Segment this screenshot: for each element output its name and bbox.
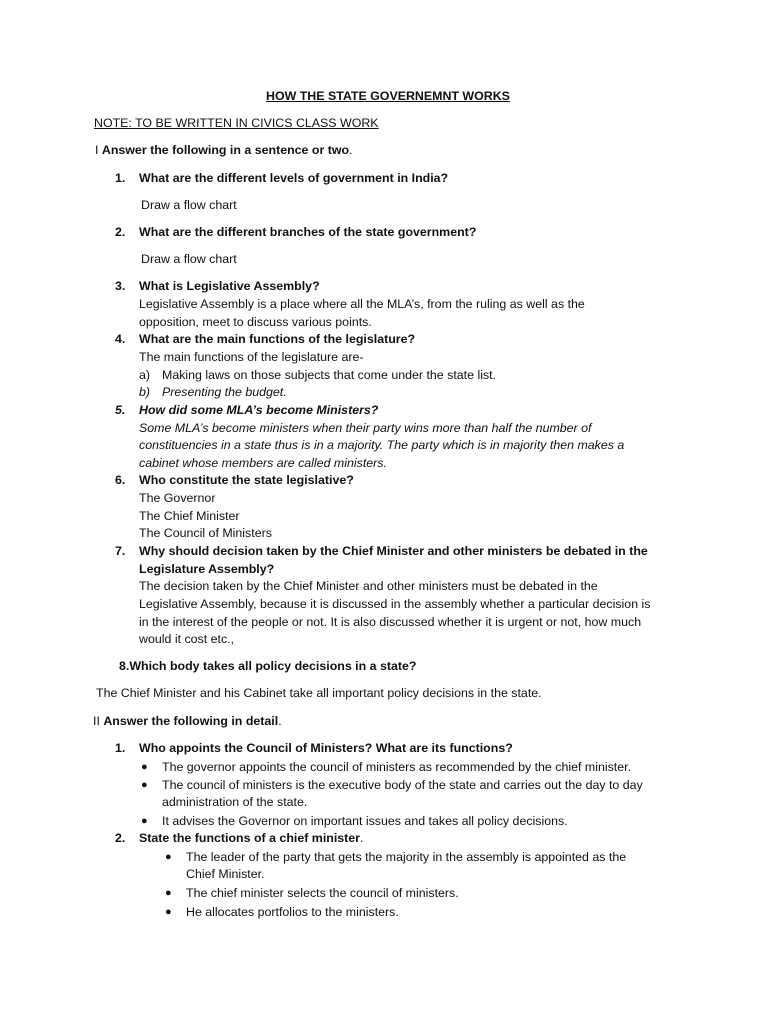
q6-answer-line: The Chief Minister — [139, 509, 240, 523]
s2-q2-bullet-text: He allocates portfolios to the ministers. — [186, 905, 399, 919]
q3-question: What is Legislative Assembly? — [139, 279, 320, 293]
bullet-icon: ● — [165, 906, 172, 918]
q6-question: Who constitute the state legislative? — [139, 473, 354, 487]
s2-q1-bullet-text: administration of the state. — [162, 795, 308, 809]
document-title: HOW THE STATE GOVERNEMNT WORKS — [266, 89, 510, 103]
q7-answer-line: in the interest of the people or not. It is also discussed whether it is urgent or not, how much — [139, 615, 642, 629]
s2-q2-question-end: . — [360, 831, 364, 845]
s2-q2-question — [139, 831, 363, 846]
q7-question-line: Why should decision taken by the Chief Minister and other ministers be debated in the — [139, 544, 648, 558]
s2-q2-bullet-text: The leader of the party that gets the majority in the assembly is appointed as the — [186, 850, 627, 864]
s2-q2-bullet-text: The chief minister selects the council of ministers. — [186, 886, 459, 900]
section-1-title-end: . — [349, 143, 353, 157]
q1-question: What are the different levels of government in India? — [139, 171, 449, 185]
bullet-icon: ● — [141, 761, 148, 773]
q4-item-text: Presenting the budget. — [162, 385, 287, 399]
q5-question: How did some MLA’s become Ministers? — [139, 403, 379, 417]
q4-item-marker: b) — [139, 385, 151, 399]
s2-q2-question-text: State the functions of a chief minister — [139, 831, 360, 845]
q6-answer-line: The Council of Ministers — [139, 526, 272, 540]
q6-answer-line: The Governor — [139, 491, 216, 505]
q4-item-marker: a) — [139, 368, 151, 382]
bullet-icon: ● — [141, 779, 148, 791]
s2-q1-number: 1. — [115, 741, 126, 755]
q1-number: 1. — [115, 171, 126, 185]
q3-answer-line: opposition, meet to discuss various points. — [139, 315, 372, 329]
q2-number: 2. — [115, 225, 126, 239]
q4-item-text: Making laws on those subjects that come under the state list. — [162, 368, 497, 382]
q5-number: 5. — [115, 403, 126, 417]
q7-answer-line: Legislative Assembly, because it is discussed in the assembly whether a particular decision is — [139, 597, 651, 611]
q7-number: 7. — [115, 544, 126, 558]
q1-answer: Draw a flow chart — [141, 198, 237, 212]
q8-answer: The Chief Minister and his Cabinet take all important policy decisions in the state. — [96, 686, 542, 700]
q2-answer: Draw a flow chart — [141, 252, 237, 266]
q8-question: 8.Which body takes all policy decisions in a state? — [119, 659, 417, 673]
q5-answer-line: Some MLA’s become ministers when their party wins more than half the number of — [139, 421, 592, 435]
q4-question: What are the main functions of the legislature? — [139, 332, 416, 346]
q3-number: 3. — [115, 279, 126, 293]
s2-q2-bullet-text: Chief Minister. — [186, 867, 265, 881]
q5-answer-line: constituencies in a state thus is in a majority. The party which is in majority then makes a — [139, 438, 625, 452]
note-line: NOTE: TO BE WRITTEN IN CIVICS CLASS WORK — [94, 116, 379, 130]
q2-question: What are the different branches of the state government? — [139, 225, 477, 239]
q7-answer-line: would it cost etc., — [139, 632, 235, 646]
s2-q1-bullet-text: The council of ministers is the executive body of the state and carries out the day to day — [162, 778, 643, 792]
q6-number: 6. — [115, 473, 126, 487]
q3-answer-line: Legislative Assembly is a place where all the MLA’s, from the ruling as well as the — [139, 297, 585, 311]
s2-q1-bullet-text: It advises the Governor on important issues and takes all policy decisions. — [162, 814, 568, 828]
q7-answer-line: The decision taken by the Chief Minister and other ministers must be debated in the — [139, 579, 598, 593]
section-2-title-end: . — [278, 714, 282, 728]
s2-q2-number: 2. — [115, 831, 126, 845]
bullet-icon: ● — [165, 851, 172, 863]
section-2-heading — [93, 714, 282, 729]
q5-answer-line: cabinet whose members are called ministers. — [139, 456, 387, 470]
section-2-prefix: II — [93, 714, 104, 728]
s2-q1-question: Who appoints the Council of Ministers? What are its functions? — [139, 741, 513, 755]
s2-q1-bullet-text: The governor appoints the council of ministers as recommended by the chief minister. — [162, 760, 632, 774]
q4-number: 4. — [115, 332, 126, 346]
section-2-title: Answer the following in detail — [103, 714, 279, 728]
bullet-icon: ● — [165, 887, 172, 899]
section-1-heading — [95, 143, 353, 158]
section-1-prefix: I — [95, 143, 102, 157]
section-1-title: Answer the following in a sentence or two — [101, 143, 350, 157]
q4-intro: The main functions of the legislature are- — [139, 350, 364, 364]
bullet-icon: ● — [141, 815, 148, 827]
q7-question-line: Legislature Assembly? — [139, 562, 275, 576]
